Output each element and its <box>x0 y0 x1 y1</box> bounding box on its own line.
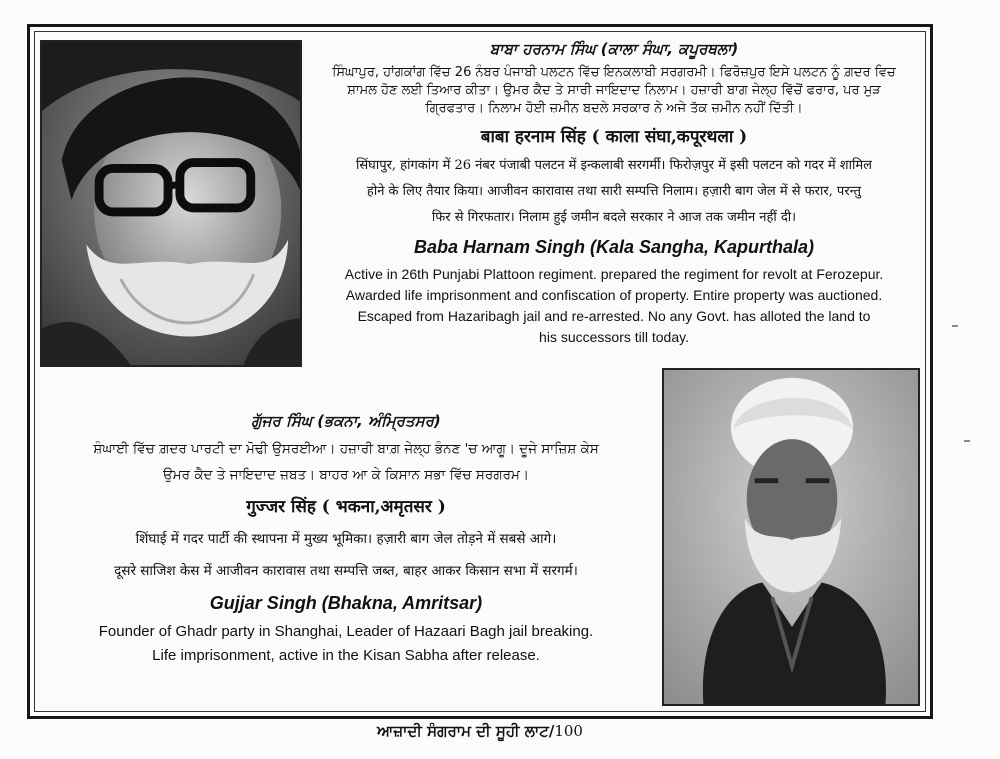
gujjar-title-english: Gujjar Singh (Bhakna, Amritsar) <box>209 593 483 613</box>
portrait-harnam-singh-image <box>42 42 300 365</box>
harnam-punjabi-line: ਗ੍ਰਿਫਤਾਰ। ਨਿਲਾਮ ਹੋਈ ਜ਼ਮੀਨ ਬਦਲੇ ਸਰਕਾਰ ਨੇ ਅਜੇ ਤੱਕ ਜ਼ਮੀਨ ਨਹੀਂ ਦਿੱਤੀ। <box>425 101 803 116</box>
margin-mark <box>952 325 958 327</box>
gujjar-punjabi-line: ਸ਼ੰਘਾਈ ਵਿੱਚ ਗ਼ਦਰ ਪਾਰਟੀ ਦਾ ਮੋਢੀ ਉਸਰਈਆ। ਹਜ਼ਾਰੀ ਬਾਗ਼ ਜੇਲ੍ਹ ਭੰਨਣ 'ਚ ਆਗੂ। ਦੂਜੇ ਸਾਜ਼ਿਸ਼ ਕੇਸ <box>93 441 599 457</box>
gujjar-title-hindi: गुज्जर सिंह ( भकना,अमृतसर ) <box>246 497 446 517</box>
portrait-gujjar-singh <box>662 368 920 706</box>
gujjar-punjabi-line: ਉਮਰ ਕੈਦ ਤੇ ਜਾਇਦਾਦ ਜ਼ਬਤ। ਬਾਹਰ ਆ ਕੇ ਕਿਸਾਨ ਸਭਾ ਵਿੱਚ ਸਰਗਰਮ। <box>163 467 529 483</box>
harnam-hindi-line: सिंघापुर, हांगकांग में 26 नंबर पंजाबी पलटन में इन्कलाबी सरगर्मी। फिरोज़पुर में इसी पलटन को गदर में शामिल <box>356 158 872 173</box>
portrait-gujjar-singh-image <box>664 370 918 704</box>
harnam-punjabi-line: ਸਿੰਘਾਪੁਰ, ਹਾਂਗਕਾਂਗ ਵਿੱਚ 26 ਨੰਬਰ ਪੰਜਾਬੀ ਪਲਟਨ ਵਿੱਚ ਇਨਕਲਾਬੀ ਸਰਗਰਮੀ। ਫਿਰੋਜ਼ਪੁਰ ਇਸੇ ਪਲਟਨ ਨੂੰ ਗ਼ਦਰ ਵਿਚ <box>332 65 896 80</box>
gujjar-english-line: Life imprisonment, active in the Kisan Sabha after release. <box>152 647 540 664</box>
gujjar-title-punjabi: ਗੁੱਜਰ ਸਿੰਘ (ਭਕਨਾ, ਅੰਮ੍ਰਿਤਸਰ) <box>251 412 441 430</box>
harnam-english-line: his successors till today. <box>539 329 689 345</box>
margin-mark <box>964 440 970 442</box>
harnam-punjabi-line: ਸ਼ਾਮਲ ਹੋਣ ਲਈ ਤਿਆਰ ਕੀਤਾ। ਉਮਰ ਕੈਦ ਤੇ ਸਾਰੀ ਜਾਇਦਾਦ ਨਿਲਾਮ। ਹਜ਼ਾਰੀ ਬਾਗ ਜੇਲ੍ਹ ਵਿੱਚੋਂ ਫਰਾਰ, ਪਰ ਮੁੜ <box>347 83 881 98</box>
harnam-hindi-line: होने के लिए तैयार किया। आजीवन कारावास तथा सारी सम्पत्ति निलाम। हज़ारी बाग जेल में से फरार, परन्तु <box>366 184 862 199</box>
harnam-english-line: Escaped from Hazaribagh jail and re-arrested. No any Govt. has alloted the land to <box>357 308 871 324</box>
page-number: 100 <box>554 722 583 740</box>
gujjar-english-line: Founder of Ghadr party in Shanghai, Leader of Hazaari Bagh jail breaking. <box>98 623 594 640</box>
harnam-title-punjabi: ਬਾਬਾ ਹਰਨਾਮ ਸਿੰਘ (ਕਾਲਾ ਸੰਘਾ, ਕਪੂਰਥਲਾ) <box>489 40 739 58</box>
footer-book-title: ਆਜ਼ਾਦੀ ਸੰਗਰਾਮ ਦੀ ਸੂਹੀ ਲਾਟ/ <box>377 722 555 740</box>
harnam-english-line: Active in 26th Punjabi Plattoon regiment. prepared the regiment for revolt at Ferozepur. <box>344 266 884 282</box>
harnam-title-english: Baba Harnam Singh (Kala Sangha, Kapurthala) <box>413 237 815 257</box>
harnam-hindi-line: फिर से गिरफतार। निलाम हुई जमीन बदले सरकार ने आज तक जमीन नहीं दी। <box>431 210 797 225</box>
portrait-harnam-singh <box>40 40 302 367</box>
page-footer <box>300 722 660 740</box>
gujjar-singh-section <box>36 412 656 668</box>
gujjar-hindi-line: शिंघाई में गदर पार्टी की स्थापना में मुख्य भूमिका। हज़ारी बाग जेल तोड़ने में सबसे आगे। <box>135 531 557 547</box>
harnam-singh-section <box>306 40 922 348</box>
harnam-english-line: Awarded life imprisonment and confiscation of property. Entire property was auctioned. <box>345 287 883 303</box>
gujjar-hindi-line: दूसरे साजिश केस में आजीवन कारावास तथा सम्पत्ति जब्त, बाहर आकर किसान सभा में सरगर्म। <box>114 563 578 579</box>
harnam-title-hindi: बाबा हरनाम सिंह ( काला संघा,कपूरथला ) <box>480 127 748 147</box>
